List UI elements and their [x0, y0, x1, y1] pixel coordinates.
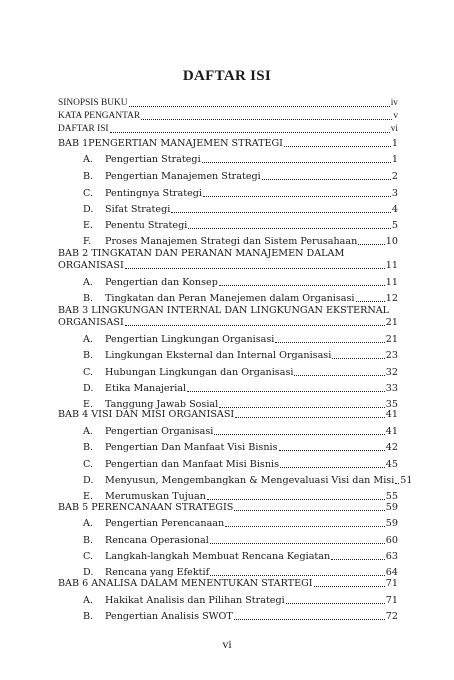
item-letter: C.: [83, 188, 94, 199]
item-page: 3: [391, 188, 398, 199]
item-text: Merumuskan Tujuan: [105, 491, 206, 502]
item-page: 21: [385, 334, 398, 345]
dot-leader: [203, 196, 391, 197]
item-text: Rencana yang Efektif: [105, 567, 210, 578]
item-text: Pengertian Manajemen Strategi: [105, 171, 261, 182]
item-letter: C.: [83, 367, 94, 378]
toc-item[interactable]: [83, 382, 398, 395]
item-letter: F.: [83, 236, 92, 247]
item-page: 33: [385, 383, 398, 394]
chapter-page: 59: [385, 502, 398, 513]
dot-leader: [188, 228, 391, 229]
toc-item[interactable]: [83, 458, 398, 471]
toc-item[interactable]: [83, 441, 398, 454]
dot-leader: [331, 559, 385, 560]
dot-leader: [279, 450, 385, 451]
item-letter: E.: [83, 491, 94, 502]
toc-item[interactable]: [83, 276, 398, 289]
item-page: 1: [391, 154, 398, 165]
dot-leader: [234, 510, 384, 511]
item-page: 55: [385, 491, 398, 502]
dot-leader: [202, 162, 391, 163]
item-page: 42: [385, 442, 398, 453]
toc-item[interactable]: [83, 203, 398, 216]
item-letter: B.: [83, 171, 94, 182]
toc-item[interactable]: [83, 517, 398, 530]
item-page: 4: [391, 204, 398, 215]
chapter-page: 41: [385, 409, 398, 420]
item-text: Proses Manajemen Strategi dan Sistem Perusahaan: [105, 236, 358, 247]
toc-entry-daftar-isi[interactable]: [58, 123, 398, 136]
toc-item[interactable]: [83, 349, 398, 362]
item-letter: A.: [83, 154, 93, 165]
dot-leader: [210, 575, 385, 576]
item-page: 71: [385, 595, 398, 606]
item-letter: B.: [83, 442, 94, 453]
item-text: Hakikat Analisis dan Pilihan Strategi: [105, 595, 285, 606]
item-text: Langkah-langkah Membuat Rencana Kegiatan: [105, 551, 331, 562]
item-page: 11: [385, 277, 398, 288]
item-letter: E.: [83, 399, 94, 410]
item-letter: A.: [83, 334, 93, 345]
item-text: Hubungan Lingkungan dan Organisasi: [105, 367, 294, 378]
dot-leader: [171, 212, 391, 213]
page-title: DAFTAR ISI: [182, 68, 272, 84]
toc-item[interactable]: [83, 333, 398, 346]
dot-leader: [356, 301, 385, 302]
item-letter: D.: [83, 567, 94, 578]
item-text: Etika Manajerial: [105, 383, 187, 394]
dot-leader: [210, 543, 385, 544]
item-letter: C.: [83, 459, 94, 470]
item-text: Pengertian dan Konsep: [105, 277, 218, 288]
entry-text: SINOPSIS BUKU: [58, 98, 128, 108]
item-text: Pentingnya Strategi: [105, 188, 202, 199]
item-page: 45: [385, 459, 398, 470]
dot-leader: [235, 417, 385, 418]
entry-page: iv: [390, 98, 398, 108]
toc-entry-sinopsis[interactable]: [58, 97, 398, 110]
dot-leader: [225, 526, 385, 527]
toc-chapter-1[interactable]: [58, 137, 398, 150]
toc-item[interactable]: [83, 153, 398, 166]
item-page: 63: [385, 551, 398, 562]
dot-leader: [284, 146, 391, 147]
item-text: Pengertian Perencanaan: [105, 518, 225, 529]
item-letter: A.: [83, 518, 93, 529]
toc-chapter-6[interactable]: [58, 577, 398, 590]
toc-chapter-4[interactable]: [58, 408, 398, 421]
item-page: 35: [385, 399, 398, 410]
toc-item[interactable]: [83, 366, 398, 379]
item-letter: A.: [83, 277, 93, 288]
toc-item[interactable]: [83, 170, 398, 183]
chapter-page: 71: [385, 578, 398, 589]
dot-leader: [129, 106, 390, 107]
dot-leader: [125, 268, 385, 269]
toc-chapter-3[interactable]: [58, 316, 398, 329]
page-number: vi: [222, 637, 232, 651]
item-page: 64: [385, 567, 398, 578]
toc-item[interactable]: [83, 550, 398, 563]
dot-leader: [294, 375, 384, 376]
chapter-page: 1: [391, 138, 398, 149]
item-text: Tingkatan dan Peran Manejemen dalam Organisasi: [105, 293, 355, 304]
item-page: 60: [385, 535, 398, 546]
toc-entry-kata-pengantar[interactable]: [58, 110, 398, 123]
dot-leader: [214, 434, 384, 435]
chapter-title-line2: ORGANISASI: [58, 260, 124, 271]
item-letter: B.: [83, 611, 94, 622]
item-text: Lingkungan Eksternal dan Internal Organisasi: [105, 350, 332, 361]
dot-leader: [234, 619, 385, 620]
item-page: 23: [385, 350, 398, 361]
item-text: Menyusun, Mengembangkan & Mengevaluasi Visi dan Misi: [105, 475, 395, 486]
dot-leader: [395, 483, 399, 484]
toc-item[interactable]: [83, 610, 398, 623]
chapter-title-line1: BAB 2 TINGKATAN DAN PERANAN MANAJEMEN DALAM: [58, 248, 345, 259]
item-text: Pengertian dan Manfaat Misi Bisnis: [105, 459, 280, 470]
item-letter: D.: [83, 383, 94, 394]
toc-chapter-5[interactable]: [58, 501, 398, 514]
entry-text: KATA PENGANTAR: [58, 111, 141, 121]
chapter-title: BAB 1PENGERTIAN MANAJEMEN STRATEGI: [58, 138, 283, 149]
item-text: Rencana Operasional: [105, 535, 209, 546]
item-page: 10: [385, 236, 398, 247]
chapter-page: 21: [385, 317, 398, 328]
entry-page: v: [393, 111, 398, 121]
item-text: Pengertian Dan Manfaat Visi Bisnis: [105, 442, 278, 453]
item-letter: A.: [83, 595, 93, 606]
chapter-title: BAB 4 VISI DAN MISI ORGANISASI: [58, 409, 235, 420]
dot-leader: [286, 603, 385, 604]
item-page: 5: [391, 220, 398, 231]
item-text: Pengertian Lingkungan Organisasi: [105, 334, 275, 345]
item-text: Penentu Strategi: [105, 220, 188, 231]
dot-leader: [141, 119, 392, 120]
item-page: 41: [385, 426, 398, 437]
item-letter: A.: [83, 426, 93, 437]
item-letter: E.: [83, 220, 94, 231]
item-page: 2: [391, 171, 398, 182]
item-text: Pengertian Organisasi: [105, 426, 214, 437]
dot-leader: [125, 325, 385, 326]
chapter-page: 11: [385, 260, 398, 271]
dot-leader: [187, 391, 385, 392]
item-text: Pengertian Strategi: [105, 154, 201, 165]
dot-leader: [358, 244, 385, 245]
toc-item[interactable]: [83, 219, 398, 232]
toc-item[interactable]: [83, 425, 398, 438]
item-page: 72: [385, 611, 398, 622]
item-text: Sifat Strategi: [105, 204, 171, 215]
item-letter: B.: [83, 535, 94, 546]
toc-item[interactable]: [83, 594, 398, 607]
item-page: 12: [385, 293, 398, 304]
chapter-title: BAB 5 PERENCANAAN STRATEGIS: [58, 502, 234, 513]
dot-leader: [262, 179, 391, 180]
item-page: 32: [385, 367, 398, 378]
item-text: Tanggung Jawab Sosial: [105, 399, 219, 410]
item-letter: C.: [83, 551, 94, 562]
dot-leader: [207, 499, 385, 500]
item-letter: D.: [83, 204, 94, 215]
item-page: 51: [400, 475, 413, 486]
chapter-title: BAB 6 ANALISA DALAM MENENTUKAN STARTEGI: [58, 578, 313, 589]
toc-item[interactable]: [83, 534, 398, 547]
item-letter: B.: [83, 350, 94, 361]
item-letter: D.: [83, 475, 94, 486]
item-letter: B.: [83, 293, 94, 304]
dot-leader: [219, 285, 385, 286]
entry-text: DAFTAR ISI: [58, 124, 109, 134]
dot-leader: [280, 467, 385, 468]
chapter-title-line1: BAB 3 LINGKUNGAN INTERNAL DAN LINGKUNGAN EKSTERNAL: [58, 305, 390, 316]
dot-leader: [314, 586, 385, 587]
dot-leader: [110, 132, 390, 133]
toc-item[interactable]: [83, 187, 398, 200]
toc-chapter-2[interactable]: [58, 259, 398, 272]
dot-leader: [275, 342, 384, 343]
item-page: 59: [385, 518, 398, 529]
toc-item[interactable]: [83, 474, 413, 487]
entry-page: vi: [390, 124, 398, 134]
dot-leader: [332, 358, 384, 359]
chapter-title-line2: ORGANISASI: [58, 317, 124, 328]
item-text: Pengertian Analisis SWOT: [105, 611, 233, 622]
